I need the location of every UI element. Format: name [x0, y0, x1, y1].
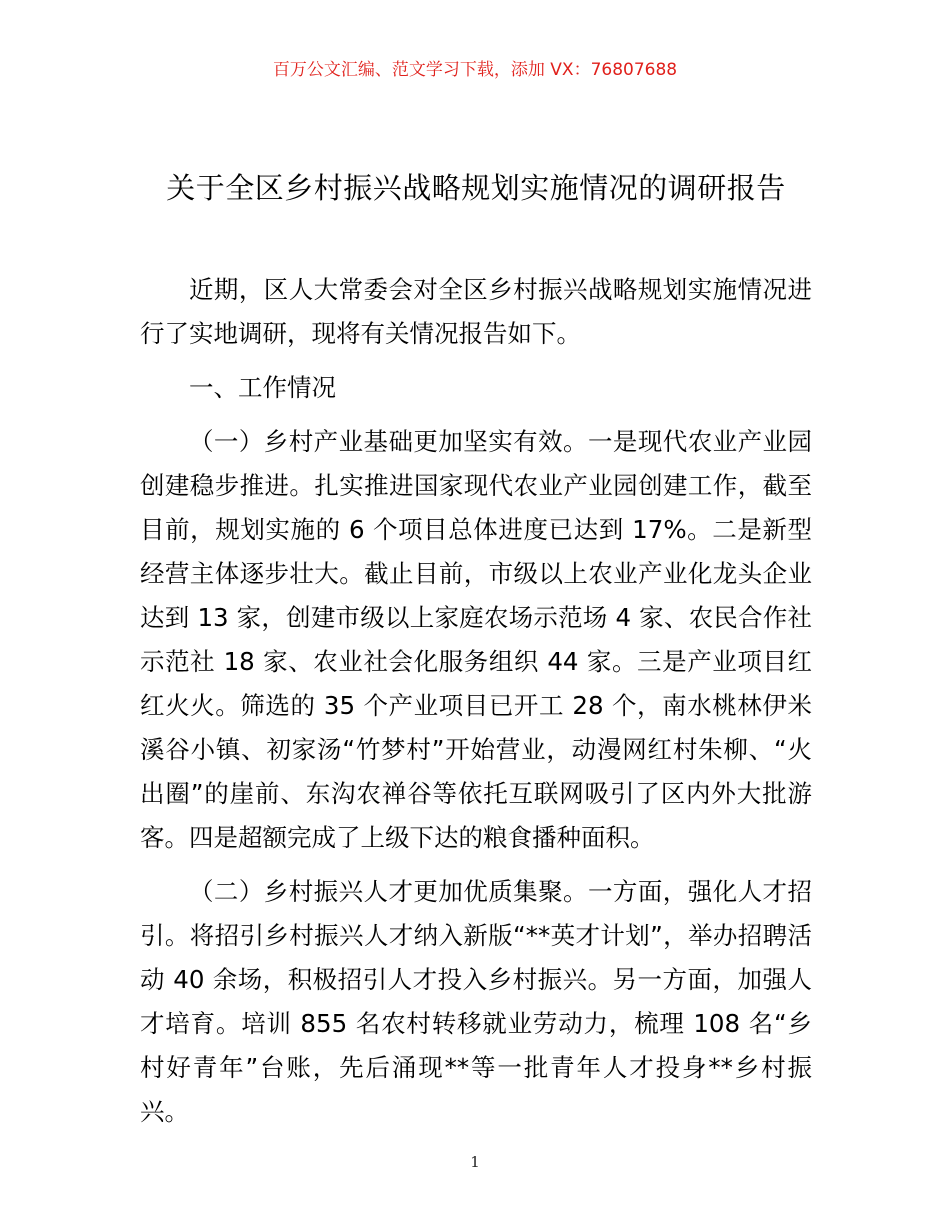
page-number: 1 — [470, 1153, 480, 1171]
body-paragraph: （二）乡村振兴人才更加优质集聚。一方面，强化人才招引。将招引乡村振兴人才纳入新版“**英才计划”，举办招聘活动 40 余场，积极招引人才投入乡村振兴。另一方面，加强人才培育。培训 855 名农村转移就业劳动力，梳理 108 名“乡村好青年”台账，先后涌现**等一批青年人才投身**乡村振兴。 — [140, 877, 812, 1126]
section-heading: 一、工作情况 — [189, 373, 336, 402]
body-paragraph: （一）乡村产业基础更加坚实有效。一是现代农业产业园创建稳步推进。扎实推进国家现代农业产业园创建工作，截至目前，规划实施的 6 个项目总体进度已达到 17%。二是新型经营主体逐步壮大。截止目前，市级以上农业产业化龙头企业达到 13 家，创建市级以上家庭农场示范场 4 家、农民合作社示范社 18 家、农业社会化服务组织 44 家。三是产业项目红红火火。筛选的 35 个产业项目已开工 28 个，南水桃林伊米溪谷小镇、初家汤“竹梦村”开始营业，动漫网红村朱柳、“火出圈”的崖前、东沟农禅谷等依托互联网吸引了区内外大批游客。四是超额完成了上级下达的粮食播种面积。 — [140, 427, 812, 852]
watermark-header: 百万公文汇编、范文学习下载，添加 VX：76807688 — [272, 60, 678, 80]
document-title: 关于全区乡村振兴战略规划实施情况的调研报告 — [166, 171, 786, 205]
document-body — [140, 268, 812, 1144]
intro-paragraph: 近期，区人大常委会对全区乡村振兴战略规划实施情况进行了实地调研，现将有关情况报告如下。 — [140, 275, 812, 348]
